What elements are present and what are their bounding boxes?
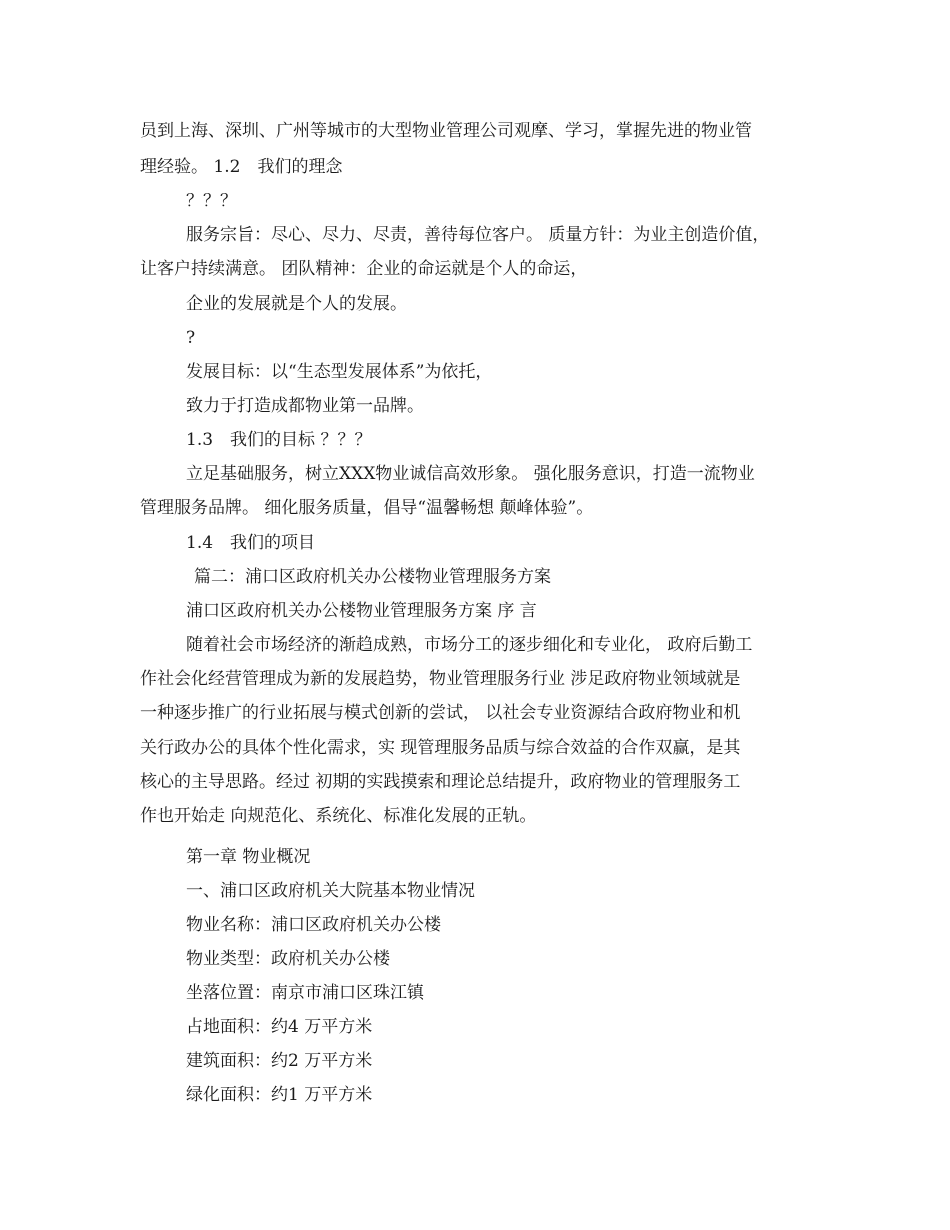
text-line: 员到上海、深圳、广州等城市的大型物业管理公司观摩、学习，掌握先进的物业管 (140, 121, 752, 141)
chapter-heading: 第一章 物业概况 (186, 847, 311, 867)
text-line: 让客户持续满意。 团队精神：企业的命运就是个人的命运， (140, 259, 588, 279)
text-line: 浦口区政府机关办公楼物业管理服务方案 序 言 (186, 601, 537, 621)
text-line: 绿化面积：约1 万平方米 (186, 1085, 373, 1105)
text-line: 管理服务品牌。 细化服务质量，倡导“温馨畅想 颠峰体验”。 (140, 498, 594, 518)
text-line: 物业类型：政府机关办公楼 (186, 949, 390, 969)
text-line: 关行政办公的具体个性化需求，实 现管理服务品质与综合效益的合作双赢，是其 (140, 738, 741, 758)
text-line: 1.3 我们的目标 ？？？ (186, 430, 372, 450)
text-line: ? (186, 328, 196, 348)
text-line: 作也开始走 向规范化、系统化、标准化发展的正轨。 (140, 806, 537, 826)
text-line: 核心的主导思路。经过 初期的实践摸索和理论总结提升，政府物业的管理服务工 (140, 772, 741, 792)
text-line: 致力于打造成都物业第一品牌。 (186, 396, 424, 416)
text-line: 一、浦口区政府机关大院基本物业情况 (186, 881, 475, 901)
text-line: 坐落位置：南京市浦口区珠江镇 (186, 983, 424, 1003)
text-line: 作社会化经营管理成为新的发展趋势，物业管理服务行业 涉足政府物业领域就是 (140, 669, 741, 689)
text-line: 理经验。 1.2 我们的理念 (140, 157, 343, 177)
text-line: ？？？ (186, 191, 237, 211)
text-line: 随着社会市场经济的渐趋成熟，市场分工的逐步细化和专业化， 政府后勤工 (186, 635, 753, 655)
text-line: 物业名称：浦口区政府机关办公楼 (186, 915, 441, 935)
text-line: 建筑面积：约2 万平方米 (186, 1051, 373, 1071)
section-heading: 篇二：浦口区政府机关办公楼物业管理服务方案 (194, 567, 551, 587)
text-line: 发展目标：以“生态型发展体系”为依托， (186, 362, 493, 382)
text-line: 企业的发展就是个人的发展。 (186, 294, 407, 314)
text-line: 占地面积：约4 万平方米 (186, 1017, 373, 1037)
text-line: 一种逐步推广的行业拓展与模式创新的尝试， 以社会专业资源结合政府物业和机 (140, 703, 741, 723)
text-line: 立足基础服务，树立XXX物业诚信高效形象。 强化服务意识，打造一流物业 (186, 464, 755, 484)
text-line: 服务宗旨：尽心、尽力、尽责，善待每位客户。 质量方针：为业主创造价值， (186, 225, 770, 245)
text-line: 1.4 我们的项目 (186, 533, 316, 553)
